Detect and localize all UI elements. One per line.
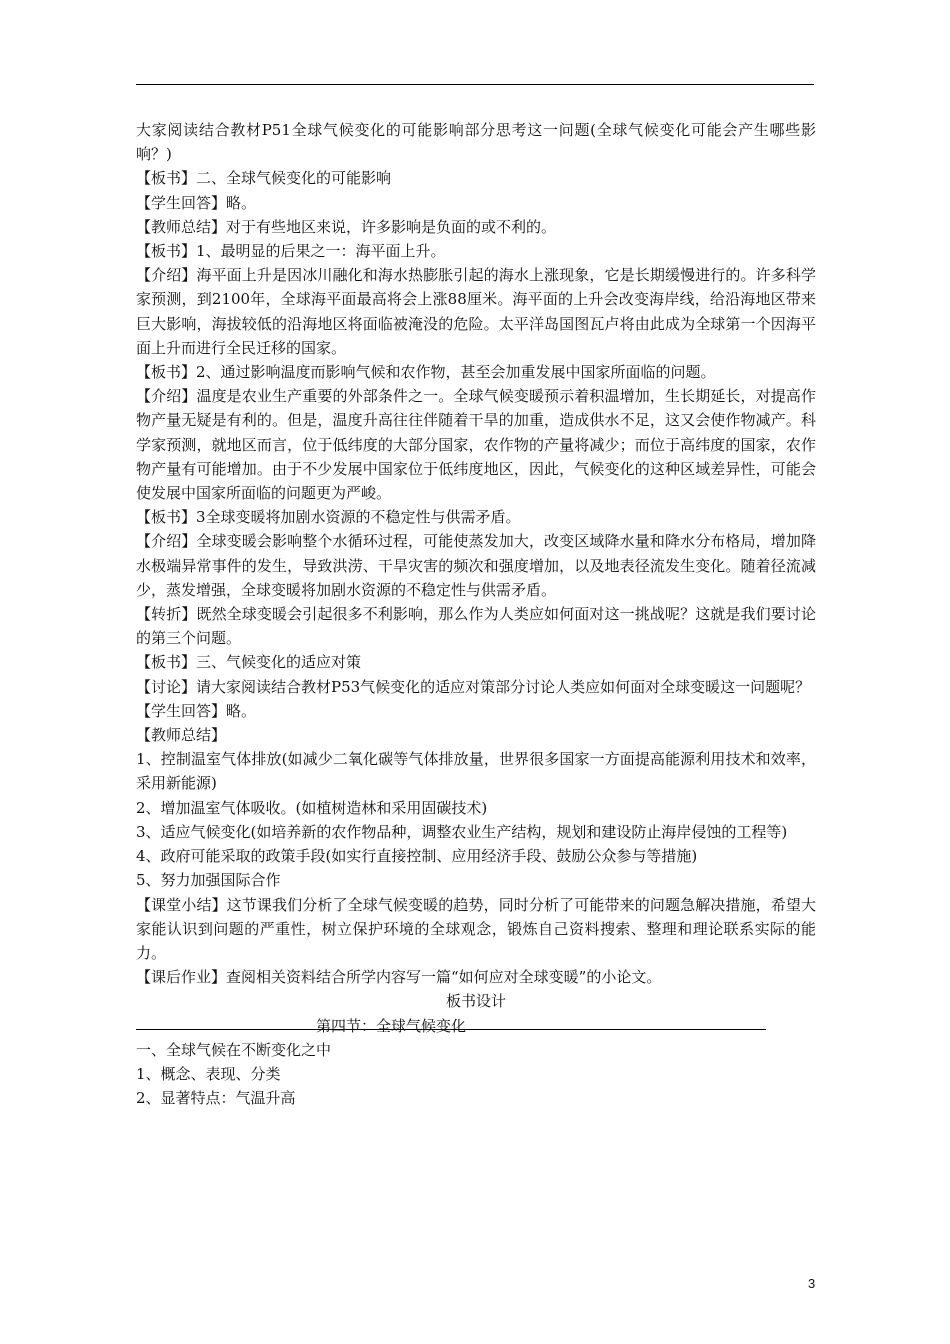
paragraph: 【教师总结】	[136, 726, 227, 745]
paragraph: 【课后作业】查阅相关资料结合所学内容写一篇“如何应对全球变暖”的小论文。	[136, 968, 662, 987]
paragraph: 【转折】既然全球变暖会引起很多不利影响，那么作为人类应如何面对这一挑战呢？这就是我们要讨论的第三个问题。	[136, 605, 816, 648]
paragraph: 1、控制温室气体排放(如减少二氧化碳等气体排放量，世界很多国家一方面提高能源利用技术和效率，采用新能源)	[136, 750, 816, 793]
paragraph: 【板书】二、全球气候变化的可能影响	[136, 169, 392, 188]
header-rule	[136, 84, 814, 85]
paragraph: 【学生回答】略。	[136, 701, 257, 720]
paragraph: 3、适应气候变化(如培养新的农作物品种，调整农业生产结构，规划和建设防止海岸侵蚀的工程等)	[136, 822, 788, 841]
board-design-title: 板书设计	[445, 992, 506, 1011]
board-design-subtitle-row	[136, 1014, 816, 1038]
paragraph: 【介绍】海平面上升是因冰川融化和海水热膨胀引起的海水上涨现象，它是长期缓慢进行的。许多科学家预测，到2100年，全球海平面最高将会上涨88厘米。海平面的上升会改变海岸线，给沿海地区带来巨大影响，海拔较低的沿海地区将面临被淹没的危险。太平洋岛国图瓦卢将由此成为全球第一个因海平面上升而进行全民迁移的国家。	[136, 266, 816, 357]
paragraph: 5、努力加强国际合作	[136, 871, 281, 890]
paragraph: 【板书】三、气候变化的适应对策	[136, 653, 362, 672]
paragraph: 【板书】3全球变暖将加剧水资源的不稳定性与供需矛盾。	[136, 508, 521, 527]
paragraph: 【讨论】请大家阅读结合教材P53气候变化的适应对策部分讨论人类应如何面对全球变暖这一问题呢？	[136, 677, 811, 696]
paragraph: 【板书】2、通过影响温度而影响气候和农作物，甚至会加重发展中国家所面临的问题。	[136, 363, 716, 382]
paragraph: 【教师总结】对于有些地区来说，许多影响是负面的或不利的。	[136, 217, 557, 236]
paragraph: 【介绍】全球变暖会影响整个水循环过程，可能使蒸发加大，改变区域降水量和降水分布格局，增加降水极端异常事件的发生，导致洪涝、干旱灾害的频次和强度增加，以及地表径流发生变化。随着径流减少，蒸发增强，全球变暖将加剧水资源的不稳定性与供需矛盾。	[136, 532, 816, 599]
page-number: 3	[808, 1276, 816, 1291]
paragraph: 大家阅读结合教材P51全球气候变化的可能影响部分思考这一问题(全球气候变化可能会产生哪些影响？)	[136, 121, 816, 164]
paragraph: 4、政府可能采取的政策手段(如实行直接控制、应用经济手段、鼓励公众参与等措施)	[136, 847, 698, 866]
paragraph: 【学生回答】略。	[136, 193, 257, 212]
paragraph: 【介绍】温度是农业生产重要的外部条件之一。全球气候变暖预示着积温增加，生长期延长，对提高作物产量无疑是有利的。但是，温度升高往往伴随着干旱的加重，造成供水不足，这又会使作物减产。科学家预测，就地区而言，位于低纬度的大部分国家，农作物的产量将减少；而位于高纬度的国家，农作物产量有可能增加。由于不少发展中国家位于低纬度地区，因此，气候变化的这种区域差异性，可能会使发展中国家所面临的问题更为严峻。	[136, 387, 816, 503]
paragraph: 2、增加温室气体吸收。(如植树造林和采用固碳技术)	[136, 798, 488, 817]
board-design-item: 2、显著特点：气温升高	[136, 1088, 296, 1107]
board-design-item: 1、概念、表现、分类	[136, 1064, 281, 1083]
paragraph: 【课堂小结】这节课我们分析了全球气候变暖的趋势，同时分析了可能带来的问题急解决措施，希望大家能认识到问题的严重性，树立保护环境的全球观念，锻炼自己资料搜索、整理和理论联系实际的能力。	[136, 895, 816, 962]
board-design-item: 一、全球气候在不断变化之中	[136, 1040, 332, 1059]
document-body	[136, 118, 816, 1110]
paragraph: 【板书】1、最明显的后果之一：海平面上升。	[136, 242, 446, 261]
board-design-subtitle: 第四节：全球气候变化	[316, 1016, 467, 1035]
